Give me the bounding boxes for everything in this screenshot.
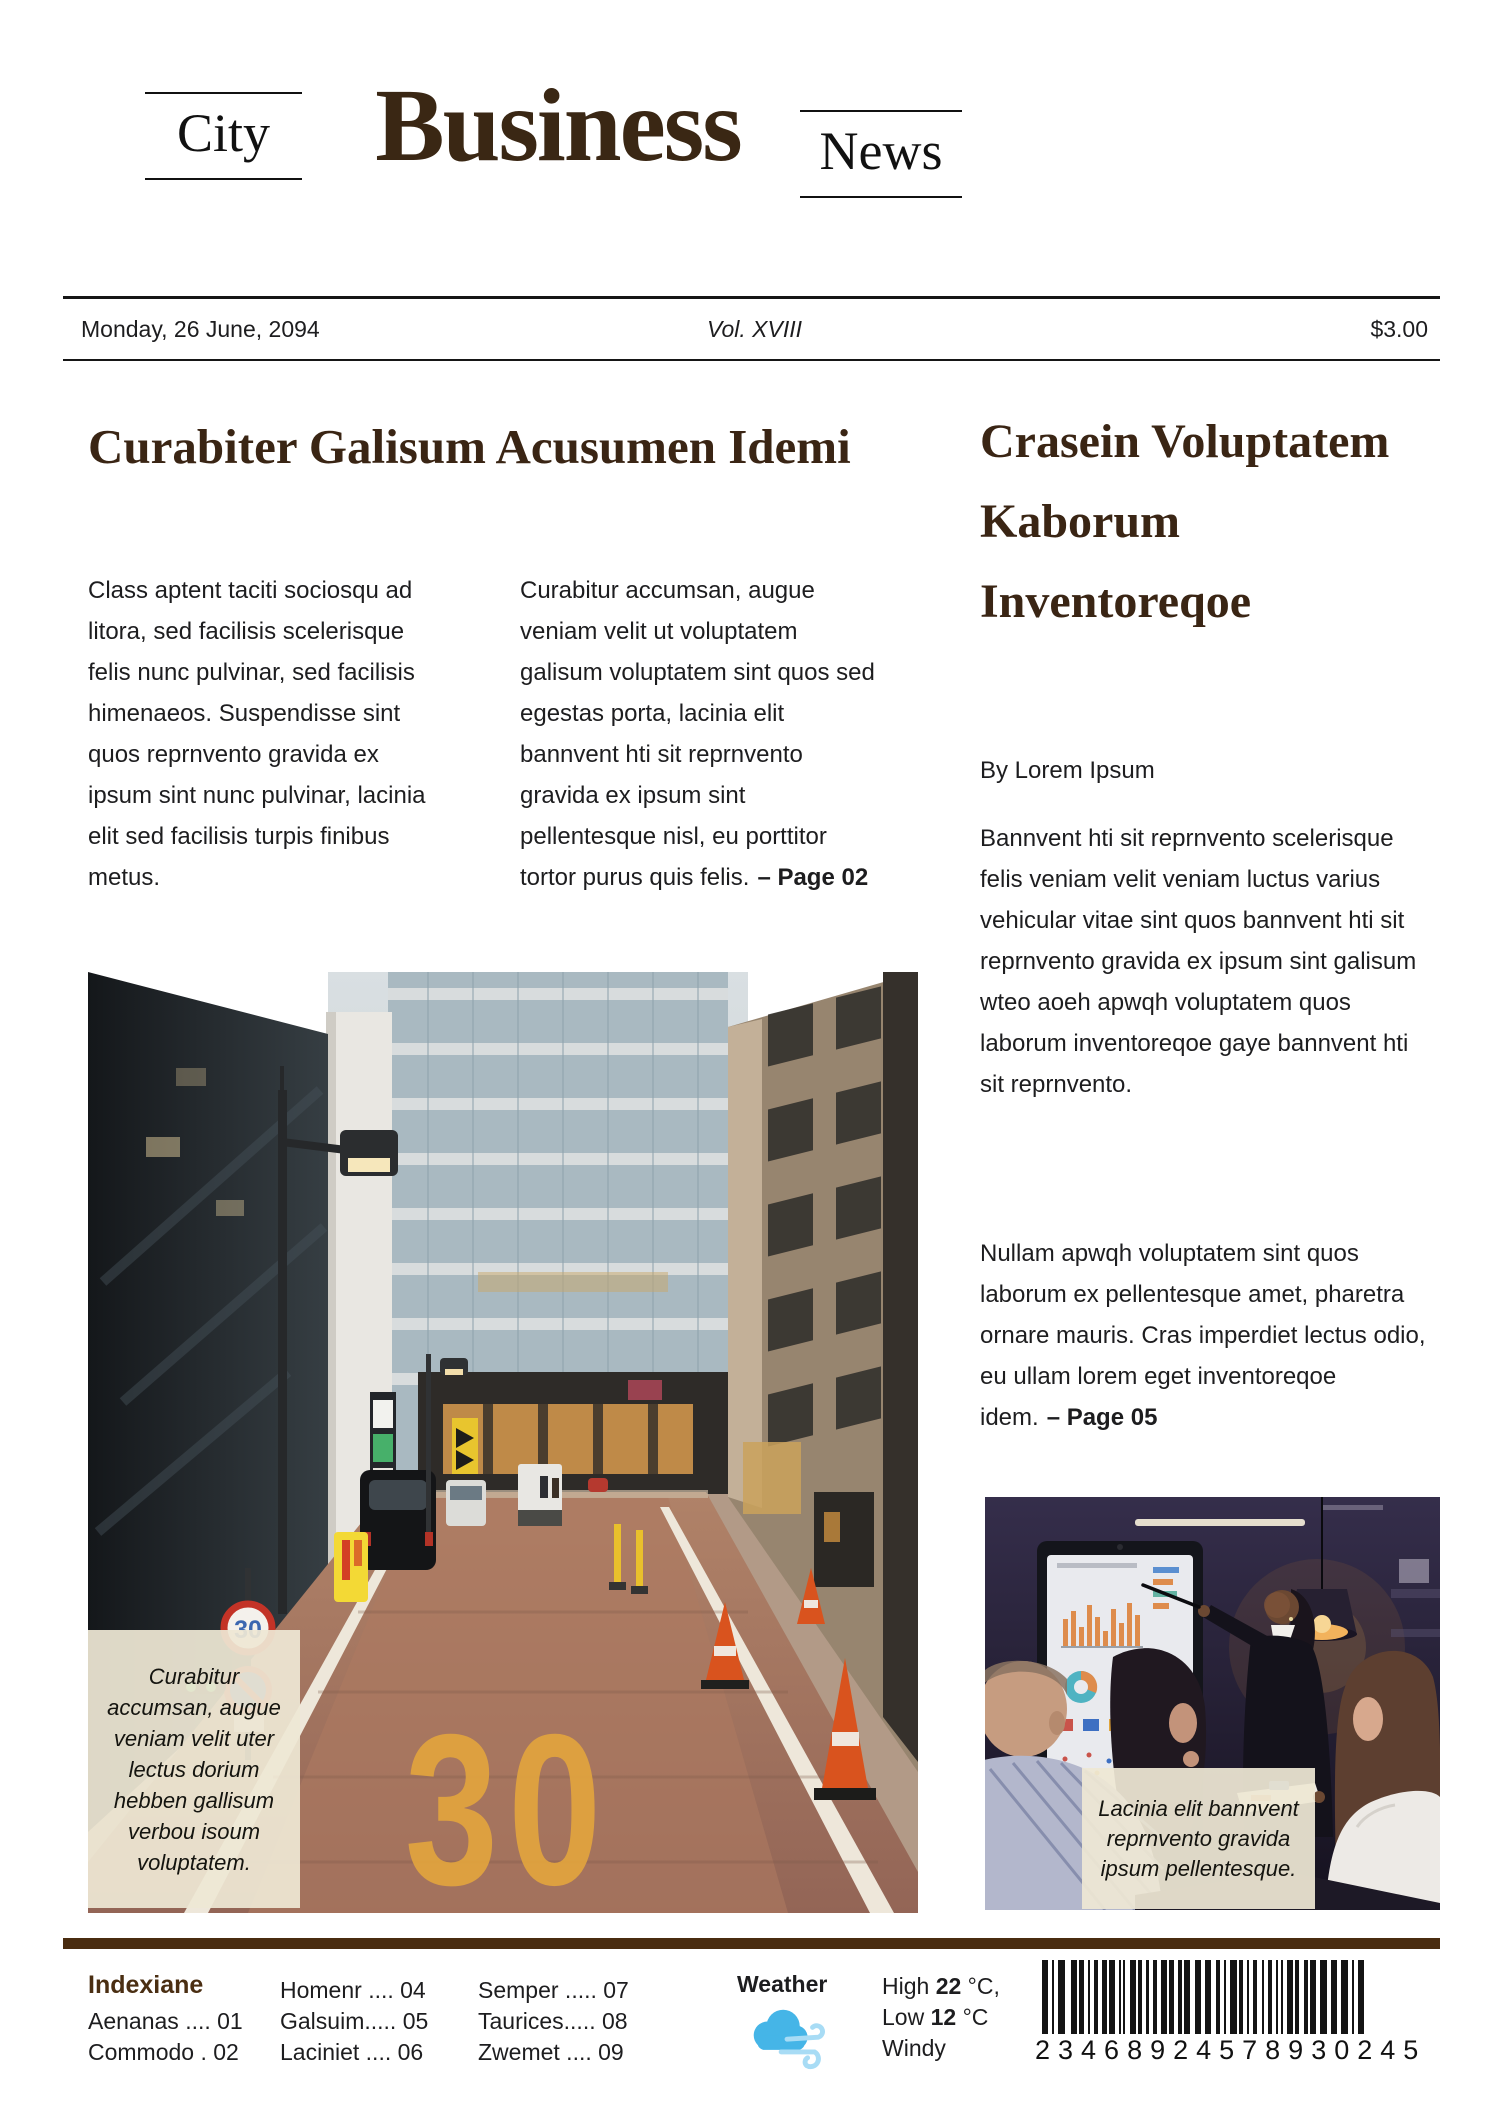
index-column-2 [280, 1975, 428, 2068]
barcode-bars [1035, 1960, 1371, 2034]
index-item: Commodo . 02 [88, 2039, 239, 2065]
side-paragraph-1: Bannvent hti sit reprnvento scelerisque felis veniam velit veniam luctus varius vehicular vitae sint quos bannvent hti sit reprnvento gravida ex ipsum sint galisum wteo aoeh apwqh voluptatem quos laborum inventoreqoe gaye bannvent hti sit reprnvento. [980, 825, 1417, 1098]
index-item: Homenr .... 04 [280, 1977, 426, 2003]
street-photo-caption: Curabitur accumsan, augue veniam velit uter lectus dorium hebben gallisum verbou isoum voluptatem. [88, 1630, 300, 1908]
issue-price: $3.00 [1370, 315, 1428, 342]
volume-number: Vol. XVIII [706, 315, 803, 342]
masthead-city: City [145, 92, 302, 180]
lead-headline: Curabiter Galisum Acusumen Idemi [88, 419, 851, 474]
index-column-1 [88, 2006, 243, 2068]
index-item: Semper ..... 07 [478, 1977, 629, 2003]
masthead-news: News [800, 110, 962, 198]
masthead-business: Business [375, 68, 741, 183]
weather-label: Weather [737, 1971, 828, 1997]
wind-cloud-icon [740, 1998, 838, 2072]
weather-condition: Windy [882, 2035, 946, 2061]
meeting-photo-caption: Lacinia elit bannvent reprnvento gravida ipsum pellentesque. [1082, 1768, 1315, 1909]
index-item: Laciniet .... 06 [280, 2039, 424, 2065]
index-title: Indexiane [88, 1971, 204, 1999]
index-item: Taurices..... 08 [478, 2008, 628, 2034]
side-paragraph-2 [980, 1233, 1428, 1438]
dateline-bar [63, 296, 1440, 361]
side-page-reference: – Page 05 [1046, 1404, 1158, 1431]
lead-column-1: Class aptent taciti sociosqu ad litora, sed facilisis scelerisque felis nunc pulvinar, sed facilisis himenaeos. Suspendisse sint quos reprnvento gravida ex ipsum sint nunc pulvinar, lacinia elit sed facilisis turpis finibus metus. [88, 577, 426, 891]
side-byline: By Lorem Ipsum [980, 757, 1155, 784]
index-item: Zwemet .... 09 [478, 2039, 624, 2065]
speed-limit-road-marking: 30 [404, 1688, 612, 1913]
screen-donut-chart [1065, 1671, 1097, 1703]
weather-high: High 22 °C, [882, 1973, 1000, 1999]
side-paragraph-2-text: Nullam apwqh voluptatem sint quos laborum ex pellentesque amet, pharetra ornare mauris. Cras imperdiet lectus odio, eu ullam lorem eget inventoreqoe idem. [980, 1240, 1426, 1431]
index-item: Aenanas .... 01 [88, 2008, 243, 2034]
lead-column-2-text: Curabitur accumsan, augue veniam velit ut voluptatem galisum voluptatem sint quos sed egestas porta, lacinia elit bannvent hti sit reprnvento gravida ex ipsum sint pellentesque nisl, eu porttitor tortor purus quis felis. [520, 577, 875, 891]
barcode-digits: 23468924578930245 [1035, 2035, 1427, 2065]
footer-divider-bar [63, 1938, 1440, 1949]
side-headline: Crasein Voluptatem Kaborum Inventoreqoe [980, 415, 1390, 628]
weather-low: Low 12 °C [882, 2004, 989, 2030]
glass-tower [388, 972, 728, 1494]
issue-date: Monday, 26 June, 2094 [81, 315, 320, 342]
weather-info [882, 1971, 1000, 2064]
lead-column-2 [520, 570, 876, 898]
lead-page-reference: – Page 02 [757, 864, 869, 891]
index-item: Galsuim..... 05 [280, 2008, 429, 2034]
ceiling-light [1135, 1519, 1305, 1526]
index-column-3 [478, 1975, 629, 2068]
barcode [1035, 1960, 1427, 2066]
